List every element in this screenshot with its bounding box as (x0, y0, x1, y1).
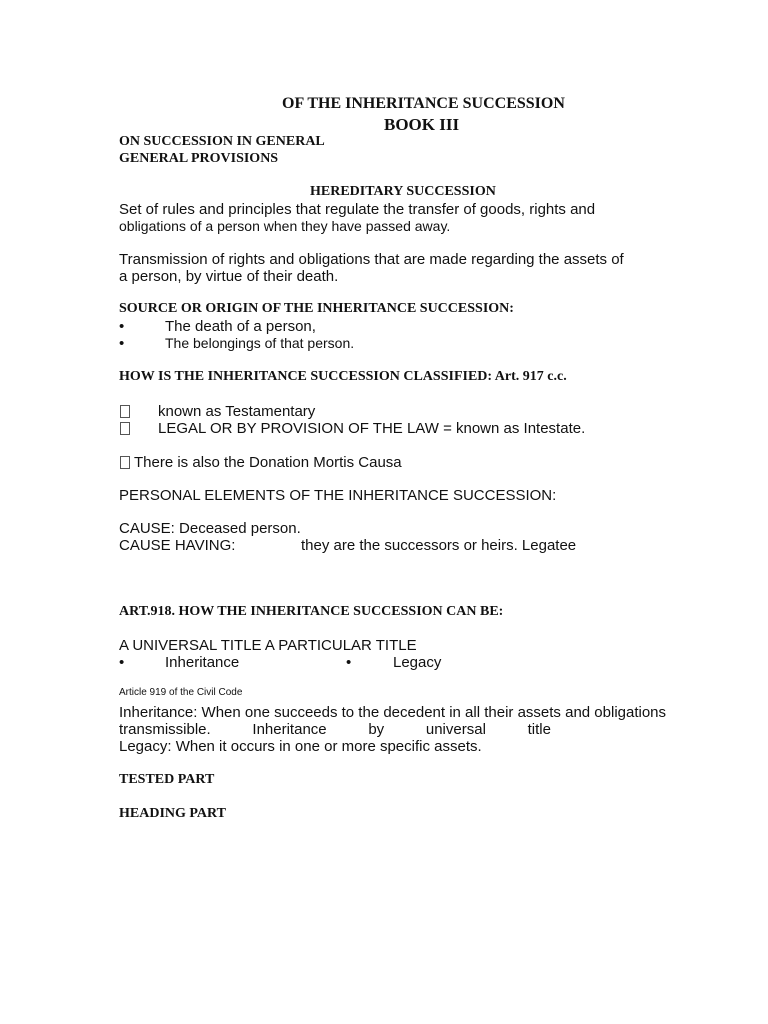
heading-art-918: ART.918. HOW THE INHERITANCE SUCCESSION CAN BE: (119, 604, 504, 619)
checkbox-glyph-icon (120, 421, 130, 439)
cause-line: CAUSE: Deceased person. (119, 520, 301, 537)
class-item: LEGAL OR BY PROVISION OF THE LAW = known as Intestate. (158, 420, 586, 437)
source-item: The death of a person, (165, 318, 316, 335)
paragraph-2-line-1: Transmission of rights and obligations that are made regarding the assets of (119, 251, 624, 268)
checkbox-glyph-icon (120, 455, 130, 473)
heading-succession-general: ON SUCCESSION IN GENERAL (119, 134, 325, 149)
bullet-symbol: • (346, 654, 352, 671)
article-919-note: Article 919 of the Civil Code (119, 687, 243, 698)
bullet-symbol: • (119, 654, 125, 671)
inheritance-line-1: Inheritance: When one succeeds to the decedent in all their assets and obligations (119, 704, 667, 721)
class-item: known as Testamentary (158, 403, 316, 420)
heading-hereditary-succession: HEREDITARY SUCCESSION (310, 184, 496, 199)
paragraph-1-line-1: Set of rules and principles that regulate the transfer of goods, rights and (119, 201, 596, 218)
paragraph-1-line-2: obligations of a person when they have passed away. (119, 218, 451, 234)
inheritance-word: title (527, 721, 551, 738)
bullet-symbol: • (119, 335, 125, 352)
inheritance-word: universal (425, 721, 486, 738)
inheritance-line-2 (119, 721, 551, 738)
legacy-line: Legacy: When it occurs in one or more specific assets. (119, 738, 482, 755)
cause-having-value: they are the successors or heirs. Legatee (301, 537, 577, 554)
title-item: Inheritance (165, 654, 240, 671)
heading-general-provisions: GENERAL PROVISIONS (119, 151, 279, 166)
paragraph-2-line-2: a person, by virtue of their death. (119, 268, 339, 285)
heading-classified: HOW IS THE INHERITANCE SUCCESSION CLASSIFIED: Art. 917 c.c. (119, 369, 567, 384)
inheritance-word: transmissible. (119, 721, 211, 738)
bullet-symbol: • (119, 318, 125, 335)
heading-heading-part: HEADING PART (119, 806, 226, 821)
heading-tested-part: TESTED PART (119, 772, 215, 787)
book-heading: BOOK III (384, 115, 460, 134)
cause-having-label: CAUSE HAVING: (119, 537, 236, 554)
inheritance-word: by (368, 721, 385, 738)
document-title: OF THE INHERITANCE SUCCESSION (282, 95, 565, 112)
heading-source: SOURCE OR ORIGIN OF THE INHERITANCE SUCCESSION: (119, 301, 514, 316)
titles-line: A UNIVERSAL TITLE A PARTICULAR TITLE (119, 637, 417, 654)
checkbox-glyph-icon (120, 404, 130, 422)
personal-elements-heading: PERSONAL ELEMENTS OF THE INHERITANCE SUCCESSION: (119, 487, 557, 504)
inheritance-word: Inheritance (252, 721, 327, 738)
donation-line: There is also the Donation Mortis Causa (134, 454, 402, 471)
source-item: The belongings of that person. (165, 335, 355, 351)
title-item: Legacy (393, 654, 442, 671)
